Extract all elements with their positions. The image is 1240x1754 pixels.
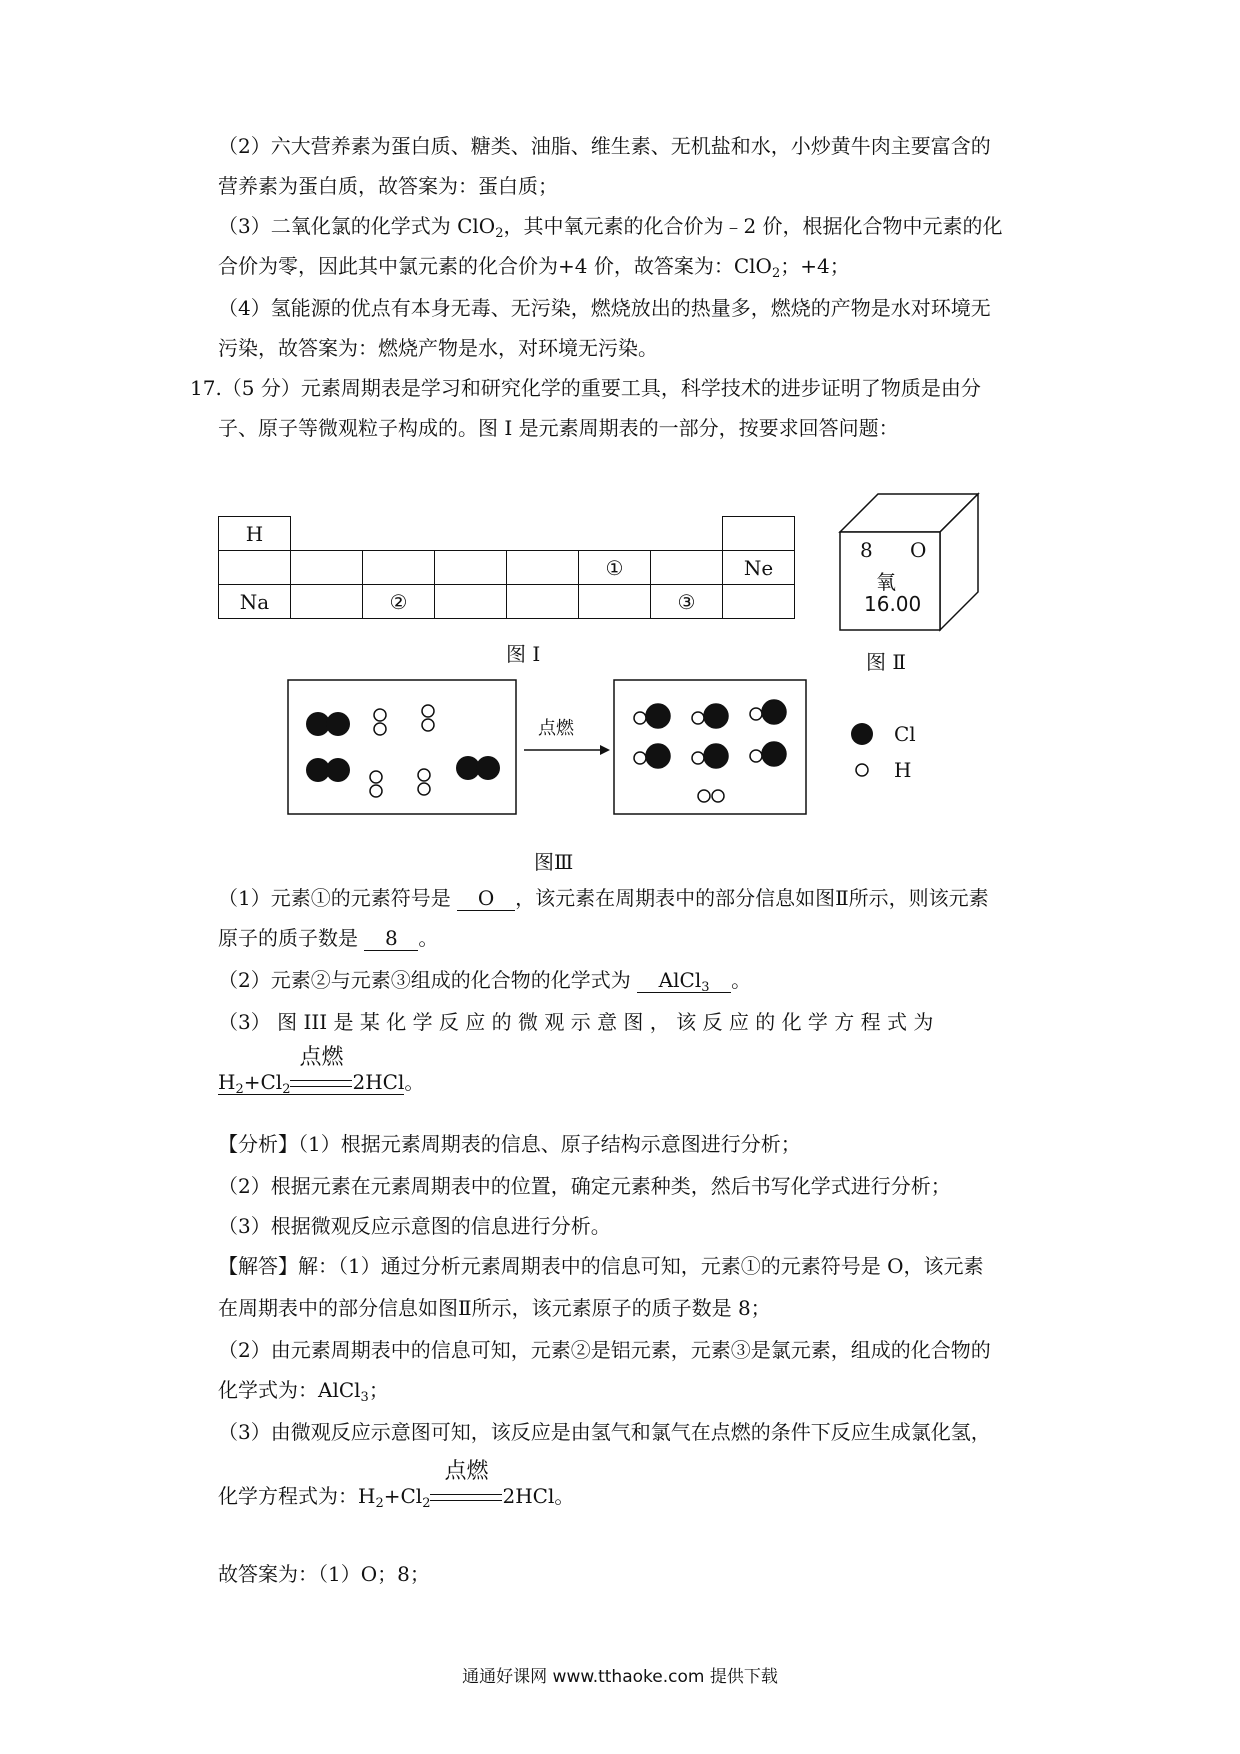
solution-tag: 【解答】 (218, 1254, 298, 1278)
text-line (218, 212, 1003, 240)
empty-cell (435, 517, 507, 551)
text-seg: ，其中氧元素的化合价为﹣2 价，根据化合物中元素的化 (503, 214, 1003, 238)
text-line: （3）由微观反应示意图可知，该反应是由氢气和氯气在点燃的条件下反应生成氯化氢， (218, 1420, 991, 1444)
reaction-diagram (282, 676, 842, 826)
text-seg: 化学方程式为：H (218, 1484, 376, 1508)
empty-cell (507, 585, 579, 619)
text-seg: ，该元素在周期表中的部分信息如图Ⅱ所示，则该元素 (515, 886, 989, 910)
text-seg: 化学式为：AlCl (218, 1378, 361, 1402)
text-seg: 合价为零，因此其中氯元素的化合价为+4 价，故答案为：ClO (218, 254, 772, 278)
text-seg: AlCl (658, 968, 702, 992)
periodic-table (218, 516, 795, 619)
text-seg: ；+4； (780, 254, 850, 278)
empty-cell (435, 585, 507, 619)
subscript: 2 (422, 1496, 431, 1511)
subscript: 2 (375, 1496, 384, 1511)
text-seg: 2HCl。 (502, 1484, 575, 1508)
text-line: 子、原子等微观粒子构成的。图 I 是元素周期表的一部分，按要求回答问题： (218, 416, 899, 440)
figure-2-caption: 图 Ⅱ (866, 650, 906, 674)
text-line: （3）根据微观反应示意图的信息进行分析。 (218, 1214, 611, 1238)
question-3: （3） 图 III 是 某 化 学 反 应 的 微 观 示 意 图 ， 该 反 应 的 化 学 方 程 式 为 (218, 1010, 934, 1034)
empty-cell (579, 585, 651, 619)
element-name: 氧 (876, 570, 896, 594)
cell-h: H (219, 517, 291, 551)
text-line: （2）由元素周期表中的信息可知，元素②是铝元素，元素③是氯元素，组成的化合物的 (218, 1338, 991, 1362)
text-line: 营养素为蛋白质，故答案为：蛋白质； (218, 174, 558, 198)
text-line: 污染，故答案为：燃烧产物是水，对环境无污染。 (218, 336, 658, 360)
arrow-label: 点燃 (538, 718, 574, 739)
cell-1: ① (579, 551, 651, 585)
question-17-title: 17.（5 分）元素周期表是学习和研究化学的重要工具，科学技术的进步证明了物质是由分 (190, 376, 981, 400)
subscript: 2 (235, 1082, 244, 1097)
equation-underline (218, 1045, 405, 1097)
footer: 通通好课网 www.tthaoke.com 提供下载 (462, 1667, 778, 1687)
subscript: 2 (282, 1082, 291, 1097)
equation-answer (218, 1045, 425, 1097)
empty-cell (291, 517, 363, 551)
cell-na: Na (219, 585, 291, 619)
answer-blank: 8 (364, 926, 418, 951)
condition-label: 点燃 (444, 1459, 489, 1484)
subscript: 2 (495, 226, 504, 241)
empty-cell (651, 517, 723, 551)
legend-h: H (894, 758, 912, 782)
text-seg: （2）元素②与元素③组成的化合物的化学式为 (218, 968, 631, 992)
solution-line (218, 1252, 983, 1280)
text-seg: ； (368, 1378, 389, 1402)
empty-cell (291, 585, 363, 619)
empty-cell (363, 551, 435, 585)
figure-1-caption: 图 I (506, 642, 541, 666)
text-line: 在周期表中的部分信息如图Ⅱ所示，该元素原子的质子数是 8； (218, 1296, 771, 1320)
reaction-condition (430, 1459, 502, 1510)
question-2 (218, 966, 751, 994)
text-seg: H (218, 1070, 236, 1094)
text-seg: 原子的质子数是 (218, 926, 358, 950)
empty-cell (723, 585, 795, 619)
element-symbol: O (910, 538, 927, 562)
text-seg: 。 (404, 1070, 425, 1094)
text-seg: 2HCl (352, 1070, 405, 1094)
empty-cell (651, 551, 723, 585)
equation-line (218, 1459, 575, 1511)
empty-cell (363, 517, 435, 551)
empty-cell (507, 517, 579, 551)
text-seg: +Cl (383, 1484, 423, 1508)
element-mass: 16.00 (864, 592, 922, 616)
text-seg: （1）元素①的元素符号是 (218, 886, 451, 910)
analysis-tag: 【分析】 (218, 1132, 298, 1156)
empty-cell (219, 551, 291, 585)
text-line: （2）六大营养素为蛋白质、糖类、油脂、维生素、无机盐和水，小炒黄牛肉主要富含的 (218, 134, 991, 158)
empty-cell (723, 517, 795, 551)
answer-blank: O (457, 886, 515, 911)
text-seg: 解：（1）通过分析元素周期表中的信息可知，元素①的元素符号是 O，该元素 (298, 1254, 984, 1278)
text-line (218, 1376, 389, 1404)
cell-3: ③ (651, 585, 723, 619)
text-seg: +Cl (243, 1070, 283, 1094)
legend-cl: Cl (894, 722, 916, 746)
text-seg: （1）根据元素周期表的信息、原子结构示意图进行分析； (298, 1132, 801, 1156)
legend-icons (848, 720, 878, 784)
condition-label: 点燃 (299, 1045, 344, 1070)
empty-cell (579, 517, 651, 551)
text-seg: 。 (418, 926, 439, 950)
figure-3-caption: 图Ⅲ (534, 850, 574, 874)
equals-bar (290, 1080, 352, 1087)
subscript: 3 (360, 1390, 369, 1405)
cell-ne: Ne (723, 551, 795, 585)
empty-cell (435, 551, 507, 585)
subscript: 2 (771, 266, 781, 281)
answer-blank (637, 968, 731, 993)
equals-bar (430, 1494, 502, 1501)
subscript: 3 (701, 980, 710, 995)
text-line: 故答案为：（1）O；8； (218, 1562, 430, 1586)
empty-cell (291, 551, 363, 585)
text-line (218, 924, 438, 952)
empty-cell (507, 551, 579, 585)
text-line: （4）氢能源的优点有本身无毒、无污染，燃烧放出的热量多，燃烧的产物是水对环境无 (218, 296, 991, 320)
analysis-line (218, 1130, 801, 1158)
text-line: （2）根据元素在元素周期表中的位置，确定元素种类，然后书写化学式进行分析； (218, 1174, 951, 1198)
question-1 (218, 884, 989, 912)
text-line (218, 252, 850, 280)
text-seg: （3）二氧化氯的化学式为 ClO (218, 214, 496, 238)
element-number: 8 (860, 538, 873, 562)
cell-2: ② (363, 585, 435, 619)
reaction-condition (290, 1045, 352, 1096)
text-seg: 。 (731, 968, 752, 992)
